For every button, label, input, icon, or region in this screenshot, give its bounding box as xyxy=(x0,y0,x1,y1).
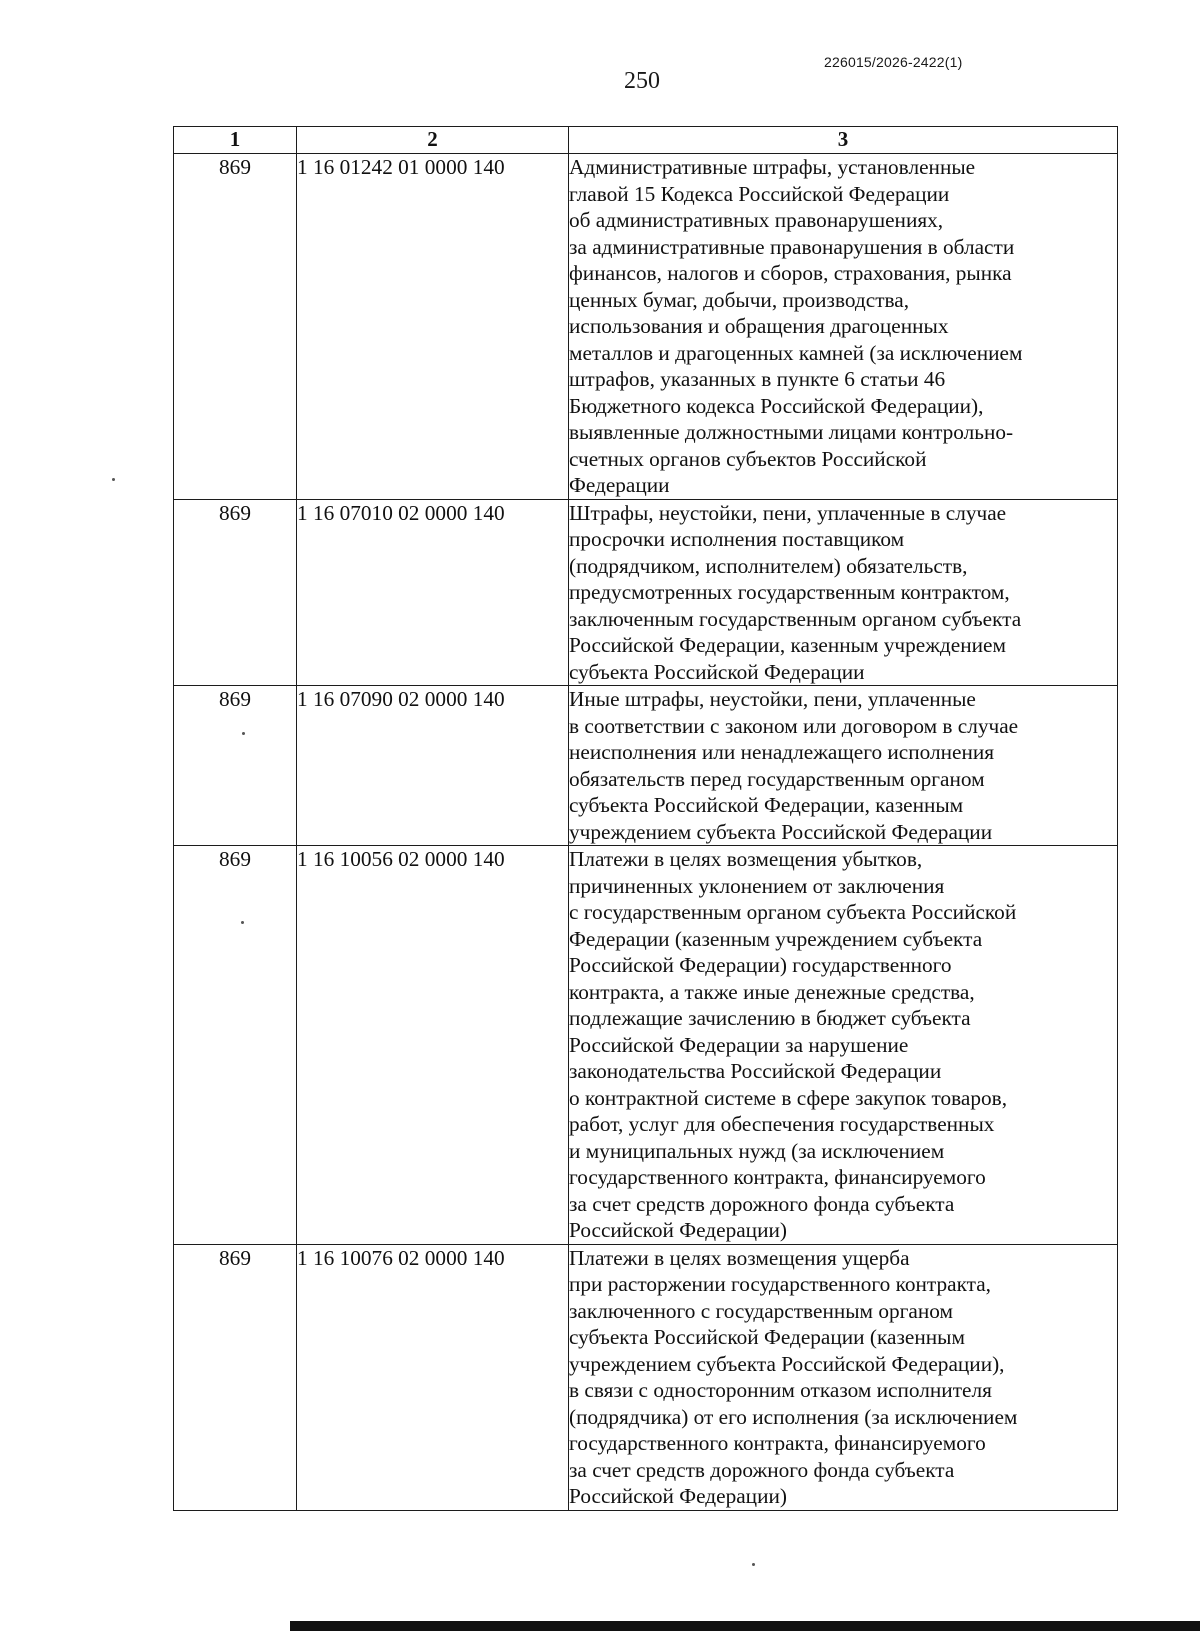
table-row xyxy=(174,154,1118,500)
revenue-name-line: Бюджетного кодекса Российской Федерации), xyxy=(569,393,984,418)
scan-speck xyxy=(752,1563,755,1566)
revenue-name-line: о контрактной системе в сфере закупок товаров, xyxy=(569,1085,1008,1110)
revenue-name-cell xyxy=(569,499,1118,686)
revenue-name-line: об административных правонарушениях, xyxy=(569,208,944,232)
revenue-name-line: заключенного с государственным органом xyxy=(569,1298,953,1323)
revenue-name-line: счетных органов субъектов Российской xyxy=(569,446,927,471)
revenue-name-line: использования и обращения драгоценных xyxy=(569,314,949,338)
revenue-name-line: причиненных уклонением от заключения xyxy=(569,873,945,898)
page-number: 250 xyxy=(624,68,660,94)
revenue-name-line: предусмотренных государственным контрактом, xyxy=(569,580,1010,604)
budget-classification-code-cell: 1 16 07090 02 0000 140 xyxy=(297,686,569,846)
revenue-name-line: штрафов, указанных в пункте 6 статьи 46 xyxy=(569,367,946,391)
scan-speck xyxy=(112,478,115,481)
revenue-name-line: Российской Федерации, казенным учреждением xyxy=(569,633,1006,657)
revenue-name-line: субъекта Российской Федерации xyxy=(569,659,865,684)
revenue-name-line: металлов и драгоценных камней (за исключением xyxy=(569,340,1023,365)
revenue-name-line: и муниципальных нужд (за исключением xyxy=(569,1138,945,1163)
scan-speck xyxy=(241,921,244,924)
revenue-name-line: главой 15 Кодекса Российской Федерации xyxy=(569,181,950,206)
revenue-name-line: государственного контракта, финансируемого xyxy=(569,1165,986,1189)
revenue-name-line: просрочки исполнения поставщиком xyxy=(569,527,905,551)
revenue-name-cell xyxy=(569,686,1118,846)
revenue-name-line: подлежащие зачислению в бюджет субъекта xyxy=(569,1006,971,1030)
revenue-name-line: Платежи в целях возмещения убытков, xyxy=(569,847,923,871)
revenue-name-line: Российской Федерации за нарушение xyxy=(569,1032,909,1057)
revenue-name-line: Штрафы, неустойки, пени, уплаченные в случае xyxy=(569,500,1007,525)
budget-classification-code-cell: 1 16 01242 01 0000 140 xyxy=(297,154,569,500)
revenue-name-line: финансов, налогов и сборов, страхования, рынка xyxy=(569,261,1012,285)
revenue-name-line: субъекта Российской Федерации, казенным xyxy=(569,793,964,817)
admin-code-cell: 869 xyxy=(174,686,297,846)
revenue-name-line: неисполнения или ненадлежащего исполнения xyxy=(569,740,995,764)
revenue-name-line: учреждением субъекта Российской Федерации), xyxy=(569,1351,1005,1376)
budget-classification-code-cell: 1 16 10056 02 0000 140 xyxy=(297,846,569,1245)
admin-code-cell: 869 xyxy=(174,154,297,500)
revenue-name-line: Российской Федерации) государственного xyxy=(569,953,952,977)
document-id: 226015/2026-2422(1) xyxy=(824,54,963,70)
column-header-2: 2 xyxy=(297,127,569,154)
revenue-name-line: Иные штрафы, неустойки, пени, уплаченные xyxy=(569,687,976,711)
column-header-1: 1 xyxy=(174,127,297,154)
table-body xyxy=(174,127,1118,1511)
revenue-name-line: работ, услуг для обеспечения государственных xyxy=(569,1112,995,1136)
revenue-name-line: с государственным органом субъекта Российской xyxy=(569,900,1017,924)
revenue-name-line: Российской Федерации) xyxy=(569,1218,787,1242)
budget-codes-table xyxy=(173,126,1118,1511)
revenue-name-line: заключенным государственным органом субъекта xyxy=(569,606,1022,631)
revenue-name-line: при расторжении государственного контракта, xyxy=(569,1272,991,1296)
revenue-name-line: учреждением субъекта Российской Федерации xyxy=(569,819,993,844)
revenue-name-line: Федерации (казенным учреждением субъекта xyxy=(569,926,983,951)
revenue-name-line: Федерации xyxy=(569,473,670,497)
budget-codes-table-container xyxy=(173,126,1117,1511)
revenue-name-cell xyxy=(569,154,1118,500)
revenue-name-line: ценных бумаг, добычи, производства, xyxy=(569,287,910,312)
revenue-name-line: контракта, а также иные денежные средства, xyxy=(569,979,975,1004)
revenue-name-line: законодательства Российской Федерации xyxy=(569,1059,942,1083)
table-row xyxy=(174,686,1118,846)
revenue-name-line: Административные штрафы, установленные xyxy=(569,155,976,179)
column-header-3: 3 xyxy=(569,127,1118,154)
revenue-name-cell xyxy=(569,1244,1118,1510)
revenue-name-line: за счет средств дорожного фонда субъекта xyxy=(569,1191,955,1216)
revenue-name-line: (подрядчиком, исполнителем) обязательств, xyxy=(569,553,968,578)
table-row xyxy=(174,499,1118,686)
revenue-name-line: обязательств перед государственным органом xyxy=(569,766,985,791)
revenue-name-line: (подрядчика) от его исполнения (за исключением xyxy=(569,1404,1018,1429)
revenue-name-line: за счет средств дорожного фонда субъекта xyxy=(569,1457,955,1482)
scan-speck xyxy=(242,732,245,735)
table-header-row xyxy=(174,127,1118,154)
admin-code-cell: 869 xyxy=(174,1244,297,1510)
admin-code-cell: 869 xyxy=(174,499,297,686)
revenue-name-line: за административные правонарушения в области xyxy=(569,234,1015,259)
budget-classification-code-cell: 1 16 07010 02 0000 140 xyxy=(297,499,569,686)
revenue-name-line: в связи с односторонним отказом исполнителя xyxy=(569,1378,992,1402)
revenue-name-line: Российской Федерации) xyxy=(569,1484,787,1508)
scan-bottom-edge xyxy=(290,1621,1200,1631)
budget-classification-code-cell: 1 16 10076 02 0000 140 xyxy=(297,1244,569,1510)
revenue-name-line: выявленные должностными лицами контрольно- xyxy=(569,420,1014,444)
revenue-name-cell xyxy=(569,846,1118,1245)
revenue-name-line: государственного контракта, финансируемого xyxy=(569,1431,986,1455)
revenue-name-line: субъекта Российской Федерации (казенным xyxy=(569,1325,965,1349)
table-row xyxy=(174,846,1118,1245)
revenue-name-line: Платежи в целях возмещения ущерба xyxy=(569,1245,910,1270)
revenue-name-line: в соответствии с законом или договором в случае xyxy=(569,713,1019,738)
admin-code-cell: 869 xyxy=(174,846,297,1245)
table-row xyxy=(174,1244,1118,1510)
